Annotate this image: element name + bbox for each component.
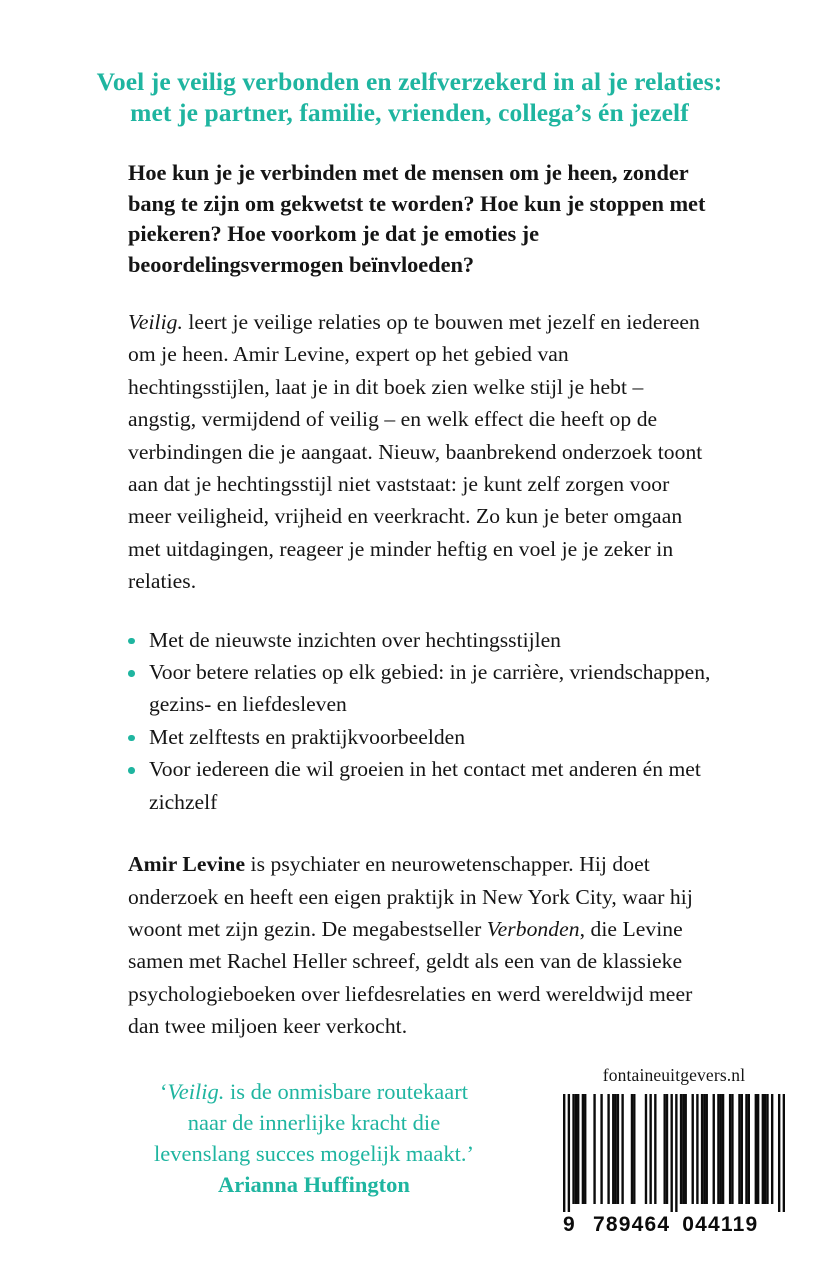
lead-paragraph: Hoe kun je je verbinden met de mensen om je heen, zonder bang te zijn om gekwetst te worden? Hoe kun je stoppen met piekeren? Hoe voorkom je dat je emoties je beoordelingsvermogen beïnvloeden? bbox=[128, 160, 706, 277]
quote-open-mark: ‘ bbox=[159, 1079, 168, 1104]
headline-line-2: met je partner, familie, vrienden, collega’s én jezelf bbox=[130, 98, 689, 127]
barcode-digits bbox=[563, 1213, 785, 1237]
barcode-left-group: 789464 bbox=[593, 1213, 671, 1236]
quote-line-1 bbox=[96, 1076, 532, 1107]
author-bio-paragraph bbox=[128, 848, 714, 1042]
quote-line-2: naar de innerlijke kracht die bbox=[187, 1110, 441, 1135]
quote-line-3: levenslang succes mogelijk maakt.’ bbox=[154, 1141, 474, 1166]
list-item bbox=[128, 721, 714, 753]
body-paragraph-text: leert je veilige relaties op te bouwen met jezelf en iedereen om je heen. Amir Levine, expert op het gebied van hechtingsstijlen, laat je in dit boek zien welke stijl je hebt – angstig, vermijdend of veilig – en welk effect die heeft op de verbindingen die je aangaat. Nieuw, baanbrekend onderzoek toont aan dat je hechtingsstijl niet vaststaat: je kunt zelf zorgen voor meer veiligheid, vrijheid en veerkracht. Zo kun je beter omgaan met uitdagingen, reageer je minder heftig en voel je je zeker in relaties. bbox=[128, 310, 703, 594]
page-headline bbox=[50, 66, 769, 128]
other-book-title-italic: Verbonden bbox=[486, 916, 580, 941]
barcode-lead-digit: 9 bbox=[563, 1213, 576, 1236]
barcode-bars-graphic bbox=[563, 1094, 785, 1212]
author-bio-part-1: is psychiater en neurowetenschapper. Hij doet onderzoek en heeft een eigen praktijk in New York City, waar hij woont met zijn gezin. De megabestseller bbox=[128, 852, 693, 941]
barcode-right-group: 044119 bbox=[682, 1213, 759, 1236]
publisher-url: fontaineuitgevers.nl bbox=[602, 1065, 746, 1085]
author-name: Amir Levine bbox=[128, 852, 246, 877]
author-bio-part-2: , die Levine samen met Rachel Heller schreef, geldt als een van de klassieke psychologieboeken over liefdesrelaties en werd wereldwijd meer dan twee miljoen keer verkocht. bbox=[128, 916, 693, 1039]
feature-bullet-list bbox=[128, 624, 714, 818]
list-item bbox=[128, 624, 714, 656]
body-paragraph bbox=[128, 306, 714, 598]
list-item bbox=[128, 656, 714, 721]
bullet-text: Voor iedereen die wil groeien in het contact met anderen én met zichzelf bbox=[149, 757, 701, 814]
content-column bbox=[128, 158, 714, 1043]
bullet-text: Met zelftests en praktijkvoorbeelden bbox=[149, 724, 465, 749]
quote-line-1-rest: is de onmisbare routekaart bbox=[224, 1079, 469, 1104]
publisher-block bbox=[563, 1064, 785, 1237]
headline-line-1: Voel je veilig verbonden en zelfverzekerd in al je relaties: bbox=[96, 67, 723, 96]
bullet-text: Voor betere relaties op elk gebied: in je carrière, vriendschappen, gezins- en liefdesleven bbox=[149, 660, 711, 717]
quote-attribution: Arianna Huffington bbox=[218, 1172, 410, 1197]
list-item bbox=[128, 753, 714, 818]
bullet-text: Met de nieuwste inzichten over hechtingsstijlen bbox=[149, 627, 561, 652]
book-title-italic: Veilig. bbox=[128, 310, 183, 334]
quote-book-title-italic: Veilig. bbox=[167, 1079, 225, 1104]
isbn-barcode bbox=[563, 1094, 785, 1237]
review-quote bbox=[96, 1076, 532, 1200]
